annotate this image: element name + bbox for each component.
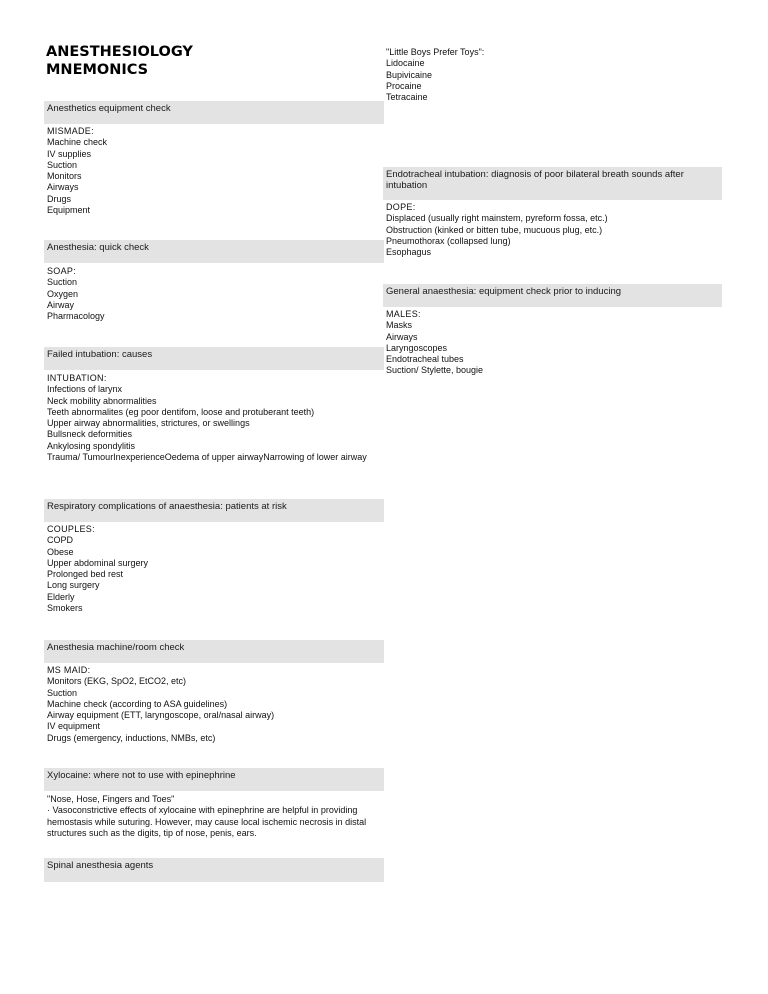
mnemonic-line: Pneumothorax (collapsed lung) [386, 235, 511, 246]
section-heading: Xylocaine: where not to use with epinephrine [44, 768, 384, 791]
section-heading: Respiratory complications of anaesthesia: patients at risk [44, 499, 384, 522]
mnemonic-line: INTUBATION: [47, 373, 107, 383]
mnemonic-line: · Vasoconstrictive effects of xylocaine with epinephrine are helpful in providing hemostasis while suturing. However, may cause local ischemic necrosis in distal structures such as the digits, tip of nose, penis, ears. [47, 805, 367, 838]
section-body [383, 47, 722, 103]
mnemonic-line: Esophagus [386, 247, 432, 258]
mnemonic-line: Tetracaine [386, 92, 428, 103]
mnemonic-line: Obese [47, 546, 74, 557]
section-xylocaine [44, 768, 384, 839]
section-heading: Anesthesia machine/room check [44, 640, 384, 663]
mnemonic-line: MALES: [386, 309, 421, 319]
mnemonic-line: "Nose, Hose, Fingers and Toes" [47, 794, 175, 804]
mnemonic-line: Oxygen [47, 288, 79, 299]
mnemonic-line: MS MAID: [47, 665, 91, 675]
section-body [44, 665, 384, 744]
section-equipment-check [44, 101, 384, 216]
section-spinal-agents [44, 858, 384, 882]
mnemonic-line: Displaced (usually right mainstem, pyreform fossa, etc.) [386, 213, 608, 224]
document-title [46, 43, 366, 79]
section-body [44, 524, 384, 614]
mnemonic-line: Pharmacology [47, 311, 105, 322]
mnemonic-line: Machine check (according to ASA guidelines) [47, 698, 228, 709]
mnemonic-line: COPD [47, 535, 74, 546]
section-body [383, 309, 722, 377]
section-spinal-agents-list [383, 47, 722, 103]
mnemonic-line: Suction [47, 159, 78, 170]
mnemonic-line: Infections of larynx [47, 384, 123, 395]
mnemonic-line: COUPLES: [47, 524, 95, 534]
mnemonic-line: Procaine [386, 80, 422, 91]
section-body [44, 794, 384, 839]
section-heading: Spinal anesthesia agents [44, 858, 384, 882]
mnemonic-line: "Little Boys Prefer Toys": [386, 47, 485, 57]
mnemonic-line: Bullsneck deformities [47, 429, 133, 440]
mnemonic-line: Airway [47, 299, 75, 310]
mnemonic-line: Smokers [47, 603, 83, 614]
section-body [44, 373, 384, 463]
mnemonic-line: Bupivicaine [386, 69, 433, 80]
mnemonic-line: Teeth abnormalites (eg poor dentifom, loose and protuberant teeth) [47, 406, 315, 417]
mnemonic-line: Suction [47, 687, 78, 698]
mnemonic-line: Machine check [47, 137, 108, 148]
section-general-equipment [383, 284, 722, 377]
mnemonic-line: Prolonged bed rest [47, 569, 124, 580]
section-body [383, 202, 722, 258]
mnemonic-line: Lidocaine [386, 58, 425, 69]
section-heading: General anaesthesia: equipment check prior to inducing [383, 284, 722, 307]
mnemonic-line: Drugs [47, 193, 72, 204]
section-body [44, 126, 384, 216]
section-heading: Endotracheal intubation: diagnosis of poor bilateral breath sounds after intubation [383, 167, 722, 200]
section-heading: Anesthetics equipment check [44, 101, 384, 124]
mnemonic-line: Airways [386, 331, 418, 342]
title-line-1: ANESTHESIOLOGY [46, 44, 193, 60]
mnemonic-line: Airway equipment (ETT, laryngoscope, oral/nasal airway) [47, 710, 275, 721]
mnemonic-line: SOAP: [47, 266, 77, 276]
section-heading: Failed intubation: causes [44, 347, 384, 370]
mnemonic-line: Monitors (EKG, SpO2, EtCO2, etc) [47, 676, 187, 687]
mnemonic-line: IV equipment [47, 721, 101, 732]
mnemonic-line: Neck mobility abnormalities [47, 395, 157, 406]
mnemonic-line: Monitors [47, 171, 82, 182]
mnemonic-line: Endotracheal tubes [386, 354, 464, 365]
mnemonic-line: Airways [47, 182, 79, 193]
mnemonic-line: Suction/ Stylette, bougie [386, 365, 484, 376]
section-body [44, 266, 384, 322]
mnemonic-line: IV supplies [47, 148, 92, 159]
section-machine-room-check [44, 640, 384, 744]
section-respiratory-complications [44, 499, 384, 614]
mnemonic-line: Equipment [47, 205, 91, 216]
section-heading: Anesthesia: quick check [44, 240, 384, 263]
mnemonic-line: Upper abdominal surgery [47, 557, 149, 568]
section-quick-check [44, 240, 384, 322]
mnemonic-line: Masks [386, 320, 413, 331]
mnemonic-line: Upper airway abnormalities, strictures, or swellings [47, 418, 250, 429]
mnemonic-line: MISMADE: [47, 126, 94, 136]
mnemonic-line: DOPE: [386, 202, 416, 212]
mnemonic-line: Obstruction (kinked or bitten tube, mucuous plug, etc.) [386, 224, 603, 235]
mnemonic-line: Trauma/ TumourInexperienceOedema of upper airwayNarrowing of lower airway [47, 452, 367, 463]
mnemonic-line: Long surgery [47, 580, 100, 591]
mnemonic-line: Suction [47, 277, 78, 288]
section-failed-intubation [44, 347, 384, 463]
title-line-2: MNEMONICS [46, 62, 149, 78]
mnemonic-line: Drugs (emergency, inductions, NMBs, etc) [47, 732, 216, 743]
mnemonic-line: Ankylosing spondylitis [47, 440, 136, 451]
section-endotracheal [383, 167, 722, 258]
mnemonic-line: Elderly [47, 591, 75, 602]
mnemonic-line: Laryngoscopes [386, 342, 448, 353]
